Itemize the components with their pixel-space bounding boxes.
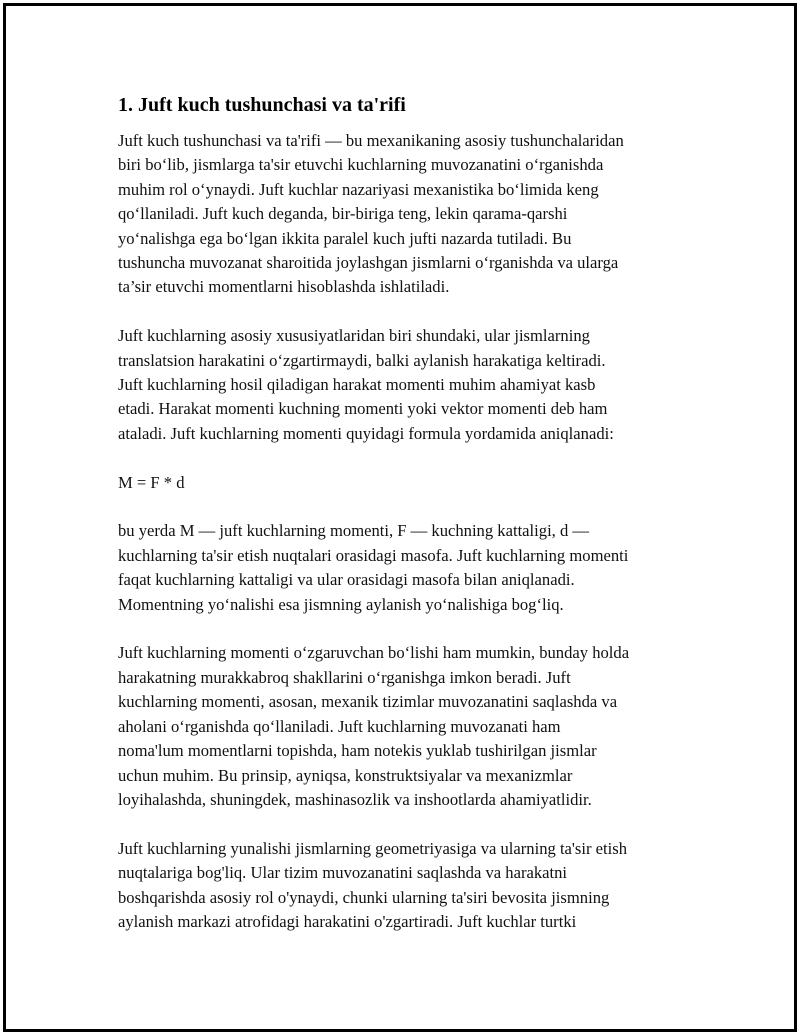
paragraph-line: Juft kuchlarning asosiy xususiyatlaridan biri shundaki, ular jismlarning bbox=[118, 326, 590, 346]
formula-line: M = F * d bbox=[118, 472, 185, 492]
paragraph-line: translatsion harakatini o‘zgartirmaydi, balki aylanish harakatiga keltiradi. bbox=[118, 350, 606, 370]
paragraph-line: qo‘llaniladi. Juft kuch deganda, bir-biriga teng, lekin qarama-qarshi bbox=[118, 204, 568, 224]
paragraph-4 bbox=[118, 641, 693, 812]
paragraph-line: uchun muhim. Bu prinsip, ayniqsa, konstruktsiyalar va mexanizmlar bbox=[118, 765, 573, 785]
paragraph-line: loyihalashda, shuningdek, mashinasozlik va inshootlarda ahamiyatlidir. bbox=[118, 789, 592, 809]
paragraph-1 bbox=[118, 129, 693, 300]
formula bbox=[118, 471, 693, 495]
paragraph-line: muhim rol o‘ynaydi. Juft kuchlar nazariyasi mexanistika bo‘limida keng bbox=[118, 179, 599, 199]
paragraph-line: harakatning murakkabroq shakllarini o‘rganishga imkon beradi. Juft bbox=[118, 667, 571, 687]
paragraph-line: ta’sir etuvchi momentlarni hisoblashda ishlatiladi. bbox=[118, 277, 450, 297]
paragraph-line: kuchlarning ta'sir etish nuqtalari orasidagi masofa. Juft kuchlarning momenti bbox=[118, 545, 629, 565]
paragraph-3 bbox=[118, 519, 693, 617]
paragraph-line: noma'lum momentlarni topishda, ham notekis yuklab tushirilgan jismlar bbox=[118, 741, 597, 761]
section-heading: 1. Juft kuch tushunchasi va ta'rifi bbox=[118, 94, 406, 116]
paragraph-line: Juft kuch tushunchasi va ta'rifi — bu mexanikaning asosiy tushunchalaridan bbox=[118, 131, 624, 150]
paragraph-line: nuqtalariga bog'liq. Ular tizim muvozanatini saqlashda va harakatni bbox=[118, 863, 568, 883]
paragraph-line: aholani o‘rganishda qo‘llaniladi. Juft kuchlarning muvozanati ham bbox=[118, 716, 561, 736]
document-body bbox=[118, 91, 693, 959]
paragraph-2 bbox=[118, 324, 693, 446]
paragraph-line: biri bo‘lib, jismlarga ta'sir etuvchi kuchlarning muvozanatini o‘rganishda bbox=[118, 155, 604, 175]
paragraph-line: boshqarishda asosiy rol o'ynaydi, chunki ularning ta'siri bevosita jismning bbox=[118, 887, 610, 907]
paragraph-5 bbox=[118, 837, 693, 935]
paragraph-line: yo‘nalishga ega bo‘lgan ikkita paralel kuch jufti nazarda tutiladi. Bu bbox=[118, 228, 572, 248]
paragraph-line: kuchlarning momenti, asosan, mexanik tizimlar muvozanatini saqlashda va bbox=[118, 692, 618, 712]
paragraph-line: Juft kuchlarning hosil qiladigan harakat momenti muhim ahamiyat kasb bbox=[118, 375, 596, 395]
paragraph-line: tushuncha muvozanat sharoitida joylashgan jismlarni o‘rganishda va ularga bbox=[118, 253, 619, 273]
paragraph-line: aylanish markazi atrofidagi harakatini o'zgartiradi. Juft kuchlar turtki bbox=[118, 911, 577, 931]
paragraph-line: ataladi. Juft kuchlarning momenti quyidagi formula yordamida aniqlanadi: bbox=[118, 423, 614, 443]
paragraph-line: Momentning yo‘nalishi esa jismning aylanish yo‘nalishiga bog‘liq. bbox=[118, 594, 564, 614]
paragraph-line: Juft kuchlarning yunalishi jismlarning geometriyasiga va ularning ta'sir etish bbox=[118, 838, 627, 858]
paragraph-line: Juft kuchlarning momenti o‘zgaruvchan bo‘lishi ham mumkin, bunday holda bbox=[118, 643, 630, 663]
paragraph-line: bu yerda M — juft kuchlarning momenti, F — kuchning kattaligi, d — bbox=[118, 521, 590, 541]
paragraph-line: faqat kuchlarning kattaligi va ular orasidagi masofa bilan aniqlanadi. bbox=[118, 570, 575, 590]
paragraph-line: etadi. Harakat momenti kuchning momenti yoki vektor momenti deb ham bbox=[118, 399, 608, 419]
